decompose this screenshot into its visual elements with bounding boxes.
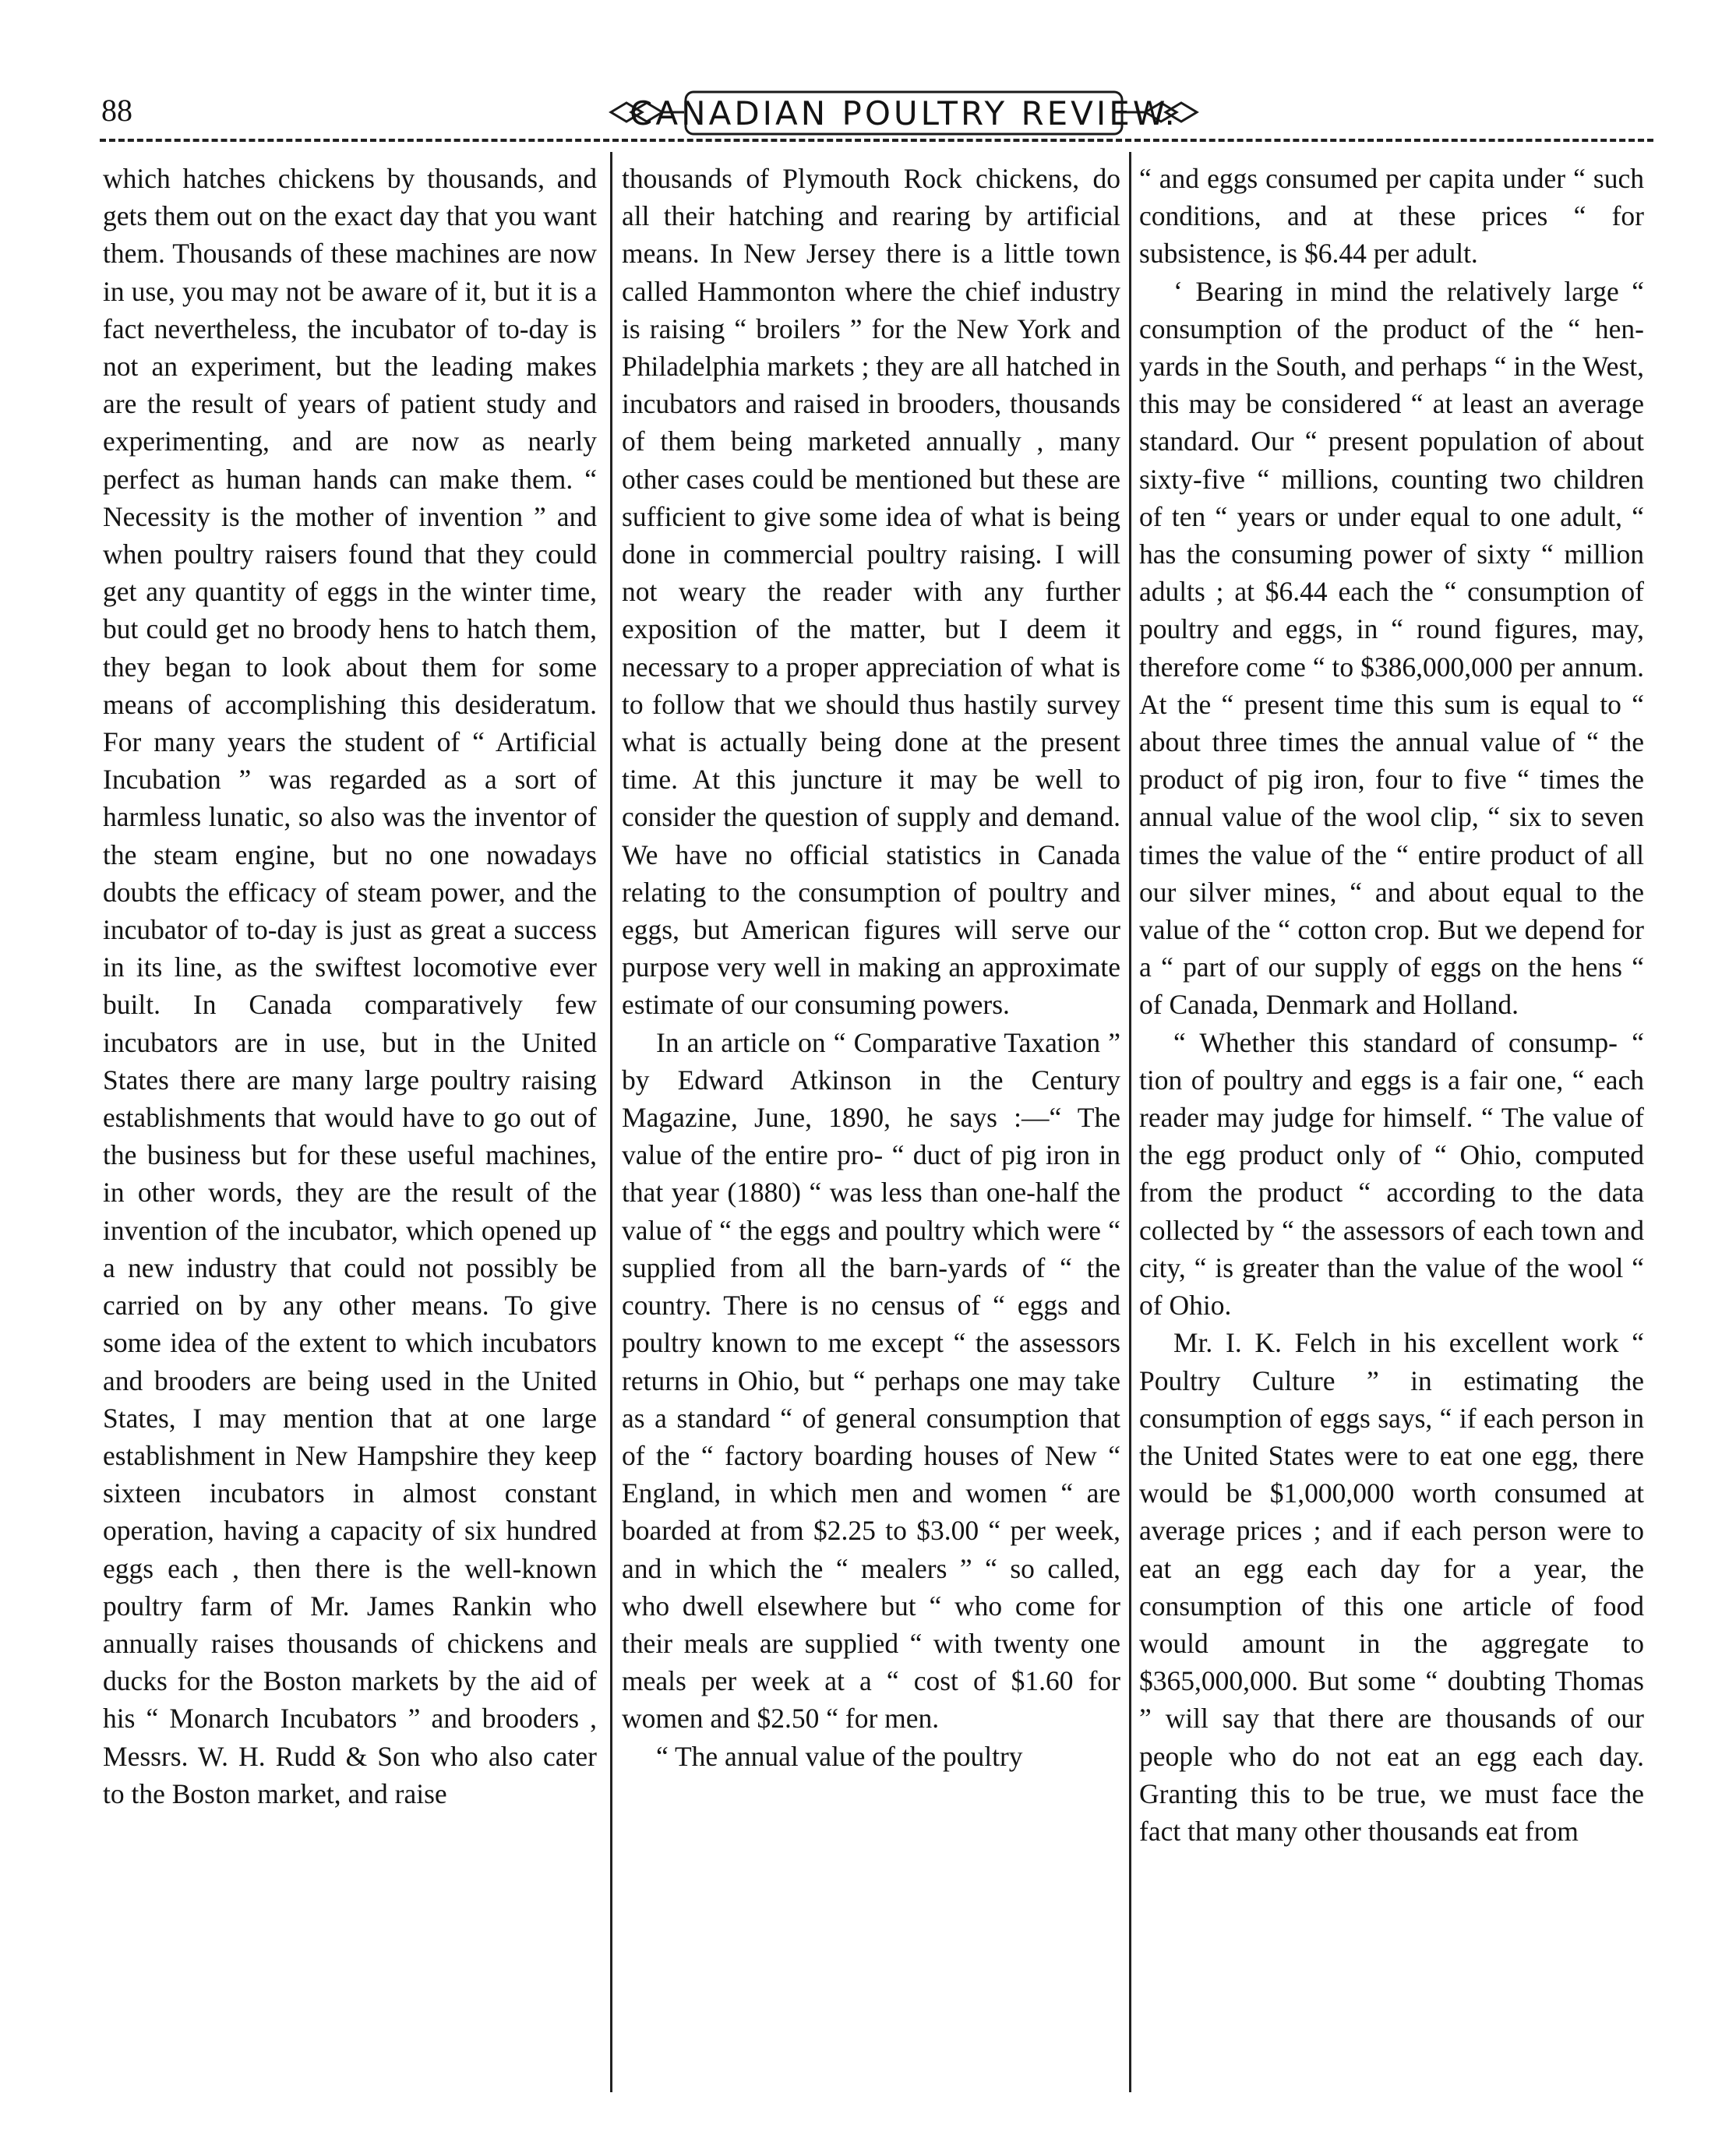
text-column-3 bbox=[1139, 160, 1644, 1850]
column-3-paragraph: “ Whether this standard of consump- “ tion of poultry and eggs is a fair one, “ each reader may judge for himself. “ The value of the egg product only of “ Ohio, computed from the product “ according to the data collected by “ the assessors of each town and city, “ is greater than the value of the wool “ of Ohio. bbox=[1139, 1026, 1644, 1322]
header-rule bbox=[100, 139, 1653, 142]
column-1-paragraph: which hatches chickens by thousands, and gets them out on the exact day that you want them. Thousands of these machines are now in use, you may not be aware of it, but it is a fact nevertheless, the incubator of to-day is not an experiment, but the leading makes are the result of years of patient study and experimenting, and are now as nearly perfect as human hands can make them. “ Necessity is the mother of invention ” and when poultry raisers found that they could get any quantity of eggs in the winter time, but could get no broody hens to hatch them, they began to look about them for some means of accomplishing this desideratum. For many years the student of “ Artificial Incubation ” was regarded as a sort of harmless lunatic, so also was the inventor of the steam engine, but no one nowadays doubts the efficacy of steam power, and the incubator of to-day is just as great a success in its line, as the swiftest locomotive ever built. In Canada comparatively few incubators are in use, but in the United States there are many large poultry raising establishments that would have to go out of the business but for these useful machines, in other words, they are the result of the invention of the incubator, which opened up a new industry that could not possibly be carried on by any other means. To give some idea of the extent to which incubators and brooders are being used in the United States, I may mention that at one large establishment in New Hampshire they keep sixteen incubators in almost constant operation, having a capacity of six hundred eggs each , then there is the well-known poultry farm of Mr. James Rankin who annually raises thousands of chickens and ducks for the Boston markets by the aid of his “ Monarch Incubators ” and brooders , Messrs. W. H. Rudd & Son who also cater to the Boston market, and raise bbox=[103, 163, 597, 1809]
column-divider bbox=[1129, 152, 1131, 2092]
masthead bbox=[608, 81, 1200, 146]
text-column-2 bbox=[622, 160, 1120, 1775]
column-2-paragraph: thousands of Plymouth Rock chickens, do all their hatching and rearing by artificial means. In New Jersey there is a little town called Hammonton where the chief industry is raising “ broilers ” for the New York and Philadelphia markets ; they are all hatched in incubators and raised in brooders, thousands of them being marketed annually , many other cases could be mentioned but these are sufficient to give some idea of what is being done in commercial poultry raising. I will not weary the reader with any further exposition of the matter, but I deem it necessary to a proper appreciation of what is to follow that we should thus hastily survey what is actually being done at the present time. At this juncture it may be well to consider the question of supply and demand. We have no official statistics in Canada relating to the consumption of poultry and eggs, but American figures will serve our purpose very well in making an approximate estimate of our consuming powers. bbox=[622, 163, 1120, 1021]
column-2-paragraph: In an article on “ Comparative Taxation ” by Edward Atkinson in the Century Magazine, June, 1890, he says :—“ The value of the entire pro- “ duct of pig iron in that year (1880) “ was less than one-half the value of “ the eggs and poultry which were “ supplied from all the barn-yards of “ the country. There is no census of “ eggs and poultry known to me except “ the assessors returns in Ohio, but “ perhaps one may take as a standard “ of general consumption that of the “ factory boarding houses of New “ England, in which men and women “ are boarded at from $2.25 to $3.00 “ per week, and in which the “ mealers ” “ so called, who dwell elsewhere but “ who come for their meals are supplied “ with twenty one meals per week at a “ cost of $1.60 for women and $2.50 “ for men. bbox=[622, 1026, 1120, 1735]
column-divider bbox=[610, 152, 612, 2092]
text-column-1 bbox=[103, 160, 597, 1812]
masthead-title: CANADIAN POULTRY REVIEW. bbox=[630, 94, 1178, 132]
page-number: 88 bbox=[101, 93, 132, 128]
column-3-paragraph: “ and eggs consumed per capita under “ such conditions, and at these prices “ for subsistence, is $6.44 per adult. bbox=[1139, 163, 1644, 270]
column-3-paragraph: Mr. I. K. Felch in his excellent work “ Poultry Culture ” in estimating the consumption of eggs says, “ if each person in the United States were to eat one egg, there would be $1,000,000 worth consumed at average prices ; and if each person were to eat an egg each day for a year, the consumption of this one article of food would amount in the aggregate to $365,000,000. But some “ doubting Thomas ” will say that there are thousands of our people who do not eat an egg each day. Granting this to be true, we must face the fact that many other thousands eat from bbox=[1139, 1327, 1644, 1847]
column-3-paragraph: ‘ Bearing in mind the relatively large “ consumption of the product of the “ hen-yards in the South, and perhaps “ in the West, this may be considered “ at least an average standard. Our “ present population of about sixty-five “ millions, counting two children of ten “ years or under equal to one adult, “ has the consuming power of sixty “ million adults ; at $6.44 each the “ consumption of poultry and eggs, in “ round figures, may, therefore come “ to $386,000,000 per annum. At the “ present time this sum is equal to “ about three times the annual value of “ the product of pig iron, four to five “ times the annual value of the wool clip, “ six to seven times the value of the “ entire product of all our silver mines, “ and about equal to the value of the “ cotton crop. But we depend for a “ part of our supply of eggs on the hens “ of Canada, Denmark and Holland. bbox=[1139, 275, 1644, 1021]
column-2-paragraph: “ The annual value of the poultry bbox=[656, 1740, 1023, 1772]
